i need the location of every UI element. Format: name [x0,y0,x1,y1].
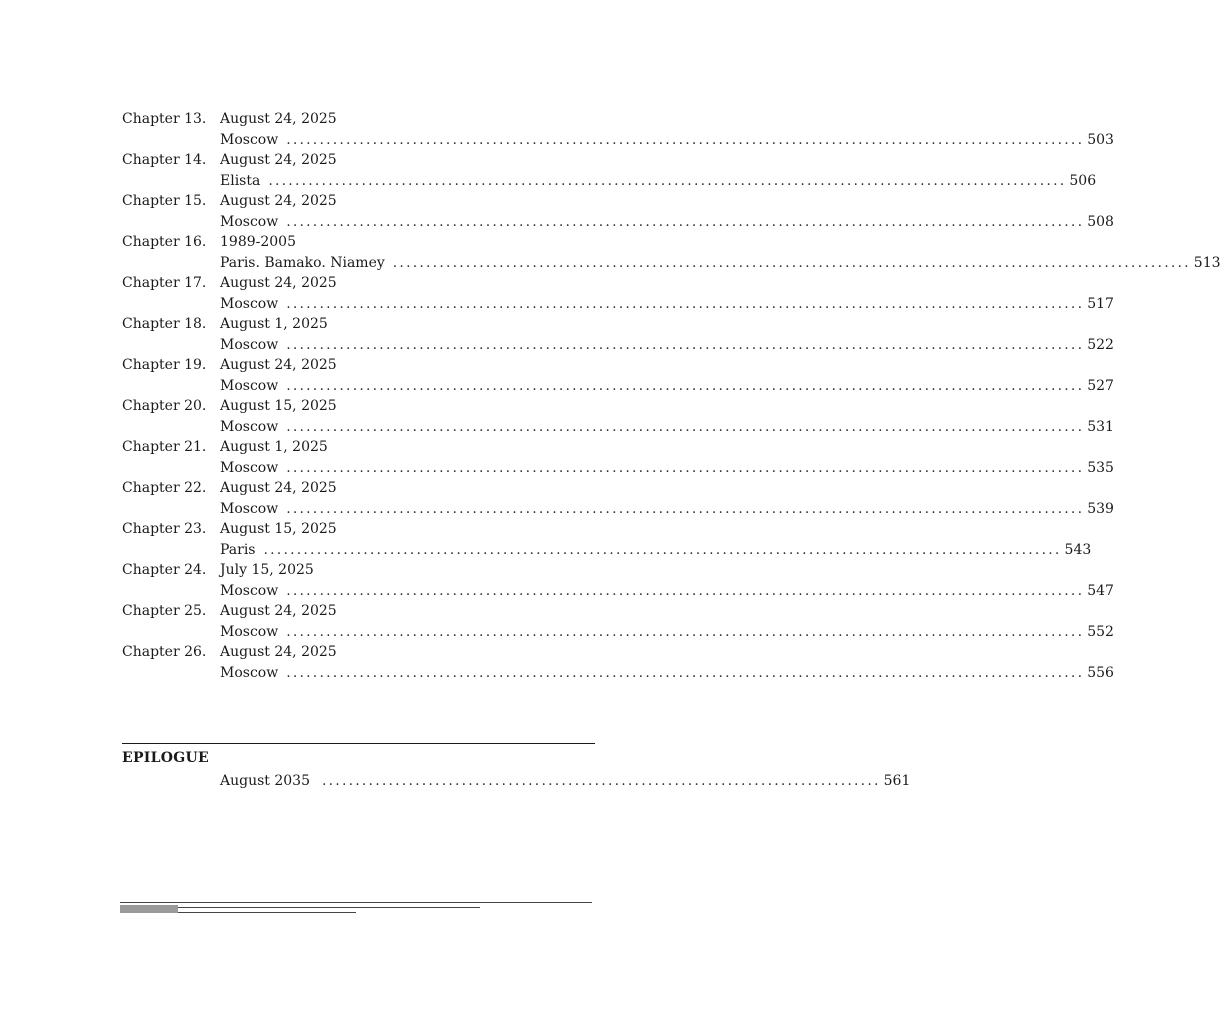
page-number: 508 [1087,213,1114,230]
chapter-date: August 24, 2025 [220,357,337,373]
chapter-date: August 24, 2025 [220,275,337,291]
epilogue-entry [220,771,911,791]
chapter-label: Chapter 24. [122,562,207,578]
toc-entry [122,273,1114,314]
chapter-place: Moscow [220,418,279,435]
section-divider [122,743,595,744]
chapter-label: Chapter 13. [122,111,207,127]
footer-rule [120,902,592,903]
chapter-place: Elista [220,172,261,189]
page-number: 556 [1087,664,1114,681]
dot-leader: ........................................................................................................................ [392,254,1191,271]
chapter-date: August 1, 2025 [220,316,328,332]
page-number: 527 [1087,377,1114,394]
chapter-place-line [220,335,1114,356]
dot-leader: ........................................................................................................................ [286,131,1085,148]
chapter-label: Chapter 17. [122,275,207,291]
page-number: 503 [1087,131,1114,148]
dot-leader: ........................................................................................................................ [286,295,1085,312]
chapter-label: Chapter 15. [122,193,207,209]
page-number: 522 [1087,336,1114,353]
toc-entry [122,601,1114,642]
dot-leader: ........................................................................................................................ [286,213,1085,230]
chapter-place: Moscow [220,664,279,681]
page-number: 539 [1087,500,1114,517]
chapter-label: Chapter 21. [122,439,207,455]
chapter-place-line [220,376,1114,397]
chapter-place: Moscow [220,582,279,599]
chapter-place: Moscow [220,623,279,640]
chapter-place: Paris [220,541,256,558]
toc-entry [122,232,1221,273]
chapter-date: August 24, 2025 [220,480,337,496]
chapter-label: Chapter 19. [122,357,207,373]
toc-entry [122,396,1114,437]
chapter-date: August 15, 2025 [220,521,337,537]
toc-entry [122,560,1114,601]
chapter-place-line [220,417,1114,438]
chapter-date: August 15, 2025 [220,398,337,414]
chapter-date: July 15, 2025 [220,562,314,578]
epilogue-date: August 2035 [220,773,310,789]
toc-entry [122,191,1114,232]
chapter-date: August 24, 2025 [220,603,337,619]
chapter-place: Moscow [220,295,279,312]
dot-leader: ........................................................................................................................ [263,541,1062,558]
page-number: 552 [1087,623,1114,640]
chapter-date: August 24, 2025 [220,111,337,127]
dot-leader: ........................................................................................................................ [286,500,1085,517]
chapter-date: August 1, 2025 [220,439,328,455]
chapter-label: Chapter 18. [122,316,207,332]
chapter-place: Moscow [220,500,279,517]
chapter-place-line [220,294,1114,315]
page-number: 517 [1087,295,1114,312]
page-number: 535 [1087,459,1114,476]
page-number: 547 [1087,582,1114,599]
toc-entry [122,150,1097,191]
chapter-label: Chapter 25. [122,603,207,619]
chapter-label: Chapter 20. [122,398,207,414]
chapter-place: Moscow [220,377,279,394]
page-number: 543 [1064,541,1092,558]
toc-entry [122,519,1092,560]
toc-entry [122,478,1114,519]
dot-leader: ........................................................................................................................ [286,664,1085,681]
chapter-place: Moscow [220,459,279,476]
footer-ornament [120,902,592,916]
chapter-place-line [220,212,1114,233]
dot-leader: ........................................................................................................................ [286,336,1085,353]
chapter-place-line [220,622,1114,643]
toc-entry [122,314,1114,355]
footer-rule [178,907,480,908]
toc-entry [122,437,1114,478]
dot-leader: ........................................................................................................................ [286,459,1085,476]
dot-leader: ........................................................................................................................ [286,377,1085,394]
dot-leader: ........................................................................................................................ [286,582,1085,599]
chapter-place-line [220,581,1114,602]
chapter-date: 1989-2005 [220,234,296,250]
toc-entry [122,109,1114,150]
chapter-date: August 24, 2025 [220,152,337,168]
page-number: 506 [1069,172,1097,189]
chapter-place-line [220,171,1097,192]
chapter-date: August 24, 2025 [220,193,337,209]
chapter-place-line [220,253,1221,274]
chapter-label: Chapter 16. [122,234,207,250]
chapter-place-line [220,458,1114,479]
page-number: 531 [1087,418,1114,435]
chapter-label: Chapter 23. [122,521,207,537]
dot-leader: ........................................................................................................................ [268,172,1067,189]
chapter-place-line [220,499,1114,520]
page-number: 513 [1193,254,1221,271]
chapter-place: Moscow [220,131,279,148]
chapter-place-line [220,130,1114,151]
chapter-place-line [220,663,1114,684]
chapter-place-line [220,540,1092,561]
table-of-contents [122,109,1221,683]
epilogue-heading: EPILOGUE [122,750,210,766]
toc-entry [122,355,1114,396]
chapter-label: Chapter 26. [122,644,207,660]
dot-leader: .................................................................................... [322,773,881,789]
chapter-place: Paris. Bamako. Niamey [220,254,385,271]
chapter-date: August 24, 2025 [220,644,337,660]
chapter-label: Chapter 14. [122,152,207,168]
chapter-label: Chapter 22. [122,480,207,496]
dot-leader: ........................................................................................................................ [286,623,1085,640]
dot-leader: ........................................................................................................................ [286,418,1085,435]
epilogue-page-number: 561 [883,773,911,789]
footer-rule [178,912,356,913]
chapter-place: Moscow [220,213,279,230]
toc-entry [122,642,1114,683]
footer-grey-block [120,905,178,913]
chapter-place: Moscow [220,336,279,353]
